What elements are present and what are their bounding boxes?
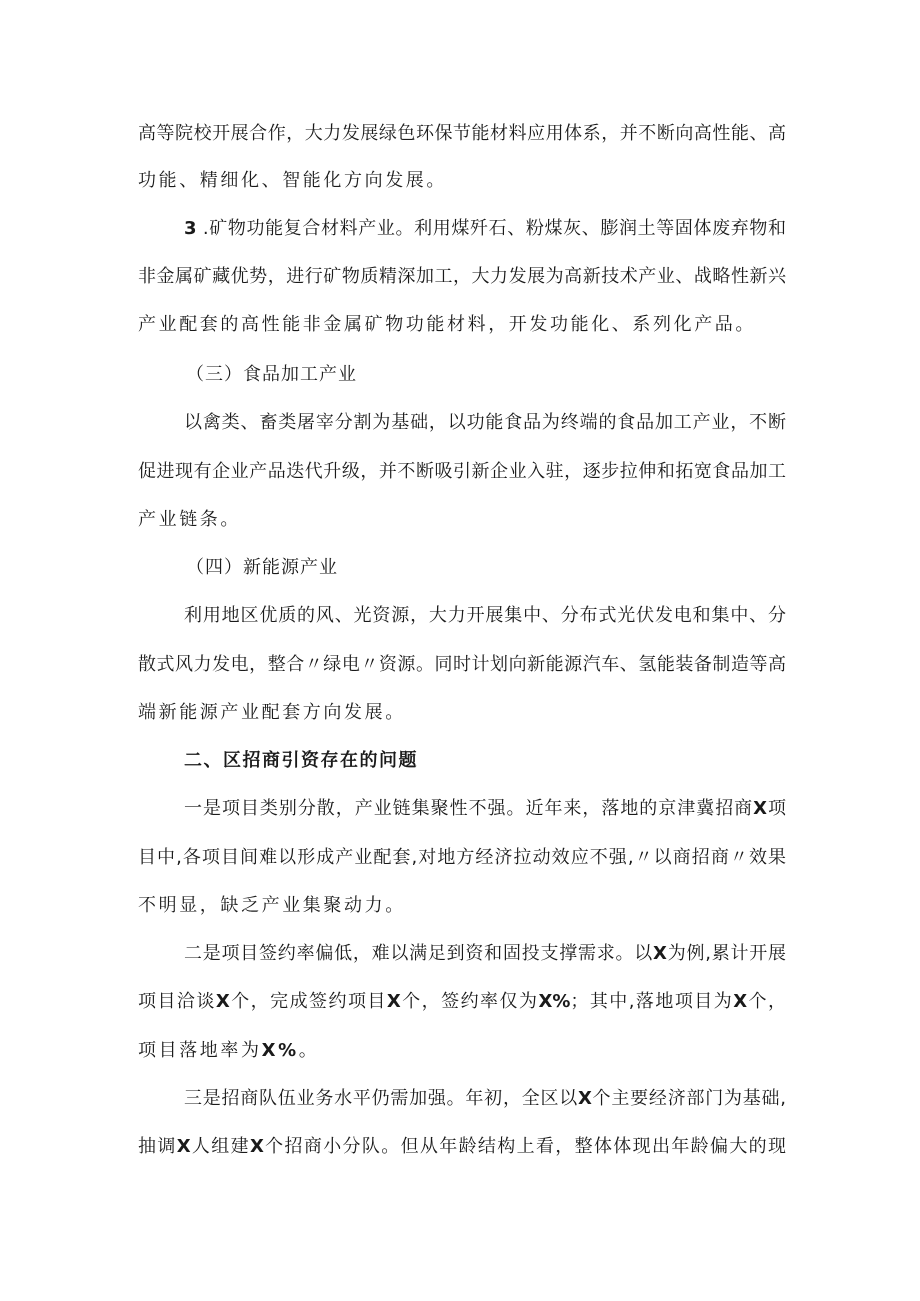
paragraph-line: 端新能源产业配套方向发展。 [138,702,406,723]
paragraph-line: 项目洽谈X个，完成签约项目X个，签约率仅为X%；其中,落地项目为X个， [138,991,787,1012]
paragraph-line: 利用地区优质的风、光资源，大力开展集中、分布式光伏发电和集中、分 [184,605,786,626]
paragraph-line: 散式风力发电，整合〃绿电〃资源。同时计划向新能源汽车、氢能装备制造等高 [138,654,786,675]
paragraph-text: .矿物功能复合材料产业。利用煤歼石、粉煤灰、膨润土等固体废弃物和 [196,218,786,239]
placeholder-value: X [733,991,748,1012]
paragraph-line [184,217,786,241]
list-number: 3 [184,218,197,239]
section-heading: 二、区招商引资存在的问题 [184,750,418,771]
paragraph-line: 抽调X人组建X个招商小分队。但从年龄结构上看，整体体现出年龄偏大的现 [138,1136,787,1157]
paragraph-line: 目中,各项目间难以形成产业配套,对地方经济拉动效应不强,〃以商招商〃效果 [138,847,786,868]
paragraph-line: 促进现有企业产品迭代升级，并不断吸引新企业入驻，逐步拉伸和拓宽食品加工 [138,461,786,482]
paragraph-line: 以禽类、畜类屠宰分割为基础，以功能食品为终端的食品加工产业，不断 [184,412,786,433]
placeholder-value: X [386,991,401,1012]
paragraph-line: 功能、精细化、智能化方向发展。 [138,170,447,191]
placeholder-value: X [578,1088,592,1109]
paragraph-line: 二是项目签约率偏低，难以满足到资和固投支撑需求。以X为例,累计开展 [184,943,786,964]
subsection-heading: （四）新能源产业 [186,557,338,578]
paragraph-line: 非金属矿藏优势，进行矿物质精深加工，大力发展为高新技术产业、战略性新兴 [138,266,786,287]
paragraph-line: 产业配套的高性能非金属矿物功能材料，开发功能化、系列化产品。 [138,314,756,335]
placeholder-value: X% [538,991,571,1012]
placeholder-value: X% [261,1040,299,1061]
placeholder-value: X [653,943,667,964]
paragraph-line: 一是项目类别分散，产业链集聚性不强。近年来，落地的京津冀招商X项 [184,798,787,819]
paragraph-line: 不明显，缺乏产业集聚动力。 [138,895,406,916]
placeholder-value: X [176,1136,191,1157]
placeholder-value: X [215,991,230,1012]
placeholder-value: X [249,1136,264,1157]
placeholder-value: X [753,798,768,819]
paragraph-line: 产业链条。 [138,509,241,530]
subsection-heading: （三）食品加工产业 [186,364,357,385]
paragraph-line: 高等院校开展合作，大力发展绿色环保节能材料应用体系，并不断向高性能、高 [138,123,786,144]
paragraph-line: 项目落地率为X%。 [138,1040,320,1061]
paragraph-line: 三是招商队伍业务水平仍需加强。年初，全区以X个主要经济部门为基础, [184,1088,786,1109]
